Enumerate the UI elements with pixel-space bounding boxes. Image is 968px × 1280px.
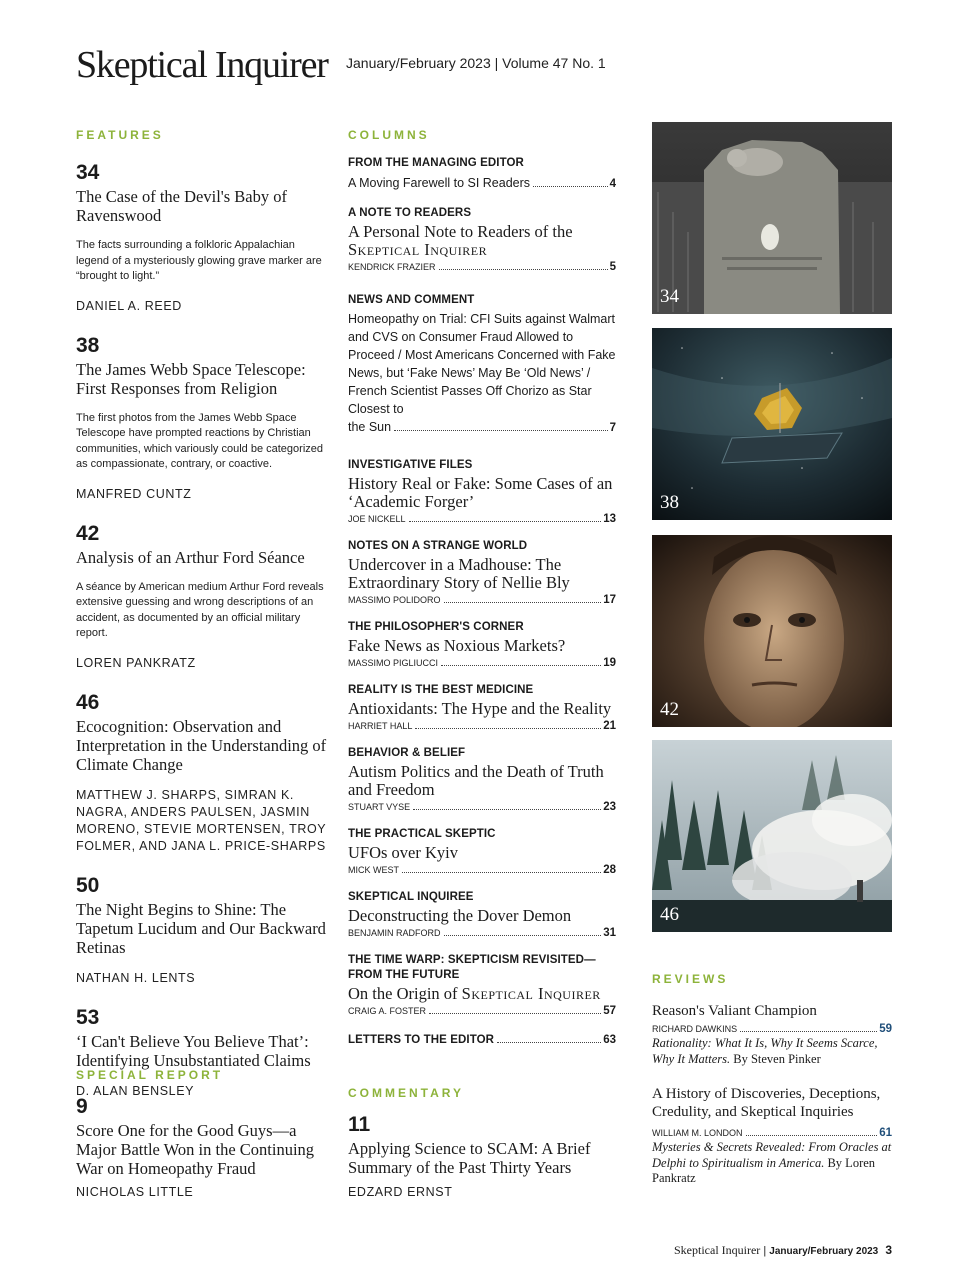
features-label: FEATURES <box>76 128 164 142</box>
column-title-smallcaps: Skeptical Inquirer <box>461 984 601 1003</box>
column-item[interactable] <box>348 156 616 192</box>
dot-leader <box>533 186 608 187</box>
column-kicker: INVESTIGATIVE FILES <box>348 459 473 471</box>
dot-leader <box>444 935 602 936</box>
dot-leader <box>439 269 608 270</box>
dot-leader <box>415 728 601 729</box>
column-title[interactable]: Antioxidants: The Hype and the Reality <box>348 699 612 718</box>
column-title[interactable]: Undercover in a Madhouse: The Extraordinary Story of Nellie Bly <box>348 555 570 592</box>
feature-title[interactable]: Ecocognition: Observation and Interpretation in the Understanding of Climate Change <box>76 716 327 774</box>
feature-item[interactable] <box>76 875 328 987</box>
column-page: 21 <box>603 720 616 732</box>
column-page: 19 <box>603 657 616 669</box>
column-title[interactable]: History Real or Fake: Some Cases of an ‘Academic Forger’ <box>348 474 613 511</box>
columns-section <box>348 128 616 1048</box>
feature-desc: The first photos from the James Webb Space Telescope have prompted reactions by Christian communities, which variously could be categorized as compassionate, contrary, or coactive. <box>76 411 324 470</box>
special-report-page: 9 <box>76 1095 88 1118</box>
feature-page: 42 <box>76 521 100 545</box>
column-item[interactable] <box>348 539 616 606</box>
column-item[interactable] <box>348 458 616 525</box>
gravestone-image <box>652 122 892 314</box>
column-author: KENDRICK FRAZIER <box>348 262 436 272</box>
column-kicker: FROM THE MANAGING EDITOR <box>348 157 524 169</box>
column-kicker: BEHAVIOR & BELIEF <box>348 747 466 759</box>
feature-title[interactable]: ‘I Can't Believe You Believe That’: Identifying Unsubstantiated Claims <box>76 1031 311 1070</box>
column-kicker: THE PRACTICAL SKEPTIC <box>348 828 496 840</box>
gravestone-photo[interactable] <box>652 122 892 314</box>
review-book-author: By Steven Pinker <box>733 1051 821 1066</box>
column-title-text: On the Origin of <box>348 984 458 1003</box>
column-author: BENJAMIN RADFORD <box>348 928 441 938</box>
feature-page: 46 <box>76 690 100 714</box>
column-item[interactable] <box>348 293 616 436</box>
review-desc <box>652 1036 892 1067</box>
column-author: JOE NICKELL <box>348 514 406 524</box>
column-page: 28 <box>603 864 616 876</box>
feature-author: LOREN PANKRATZ <box>76 655 196 670</box>
magazine-title: Skeptical Inquirer <box>76 44 328 86</box>
footer-issue: January/February 2023 <box>769 1246 879 1257</box>
column-title[interactable] <box>348 223 616 259</box>
review-title[interactable]: A History of Discoveries, Deceptions, Credulity, and Skeptical Inquiries <box>652 1086 881 1120</box>
reviews-section <box>652 972 892 1187</box>
commentary-page: 11 <box>348 1113 371 1136</box>
review-author: RICHARD DAWKINS <box>652 1024 738 1034</box>
feature-title[interactable]: The James Webb Space Telescope: First Responses from Religion <box>76 359 306 398</box>
features-section <box>76 128 328 1100</box>
feature-page: 38 <box>76 333 100 357</box>
special-report-title[interactable]: Score One for the Good Guys—a Major Battle Won in the Continuing War on Homeopathy Fraud <box>76 1121 315 1178</box>
commentary-section[interactable] <box>348 1086 616 1201</box>
dot-leader <box>441 665 601 666</box>
column-item[interactable] <box>348 746 616 813</box>
column-title[interactable]: A Moving Farewell to SI Readers <box>348 176 531 190</box>
issue-info: January/February 2023 | Volume 47 No. 1 <box>346 55 606 71</box>
footer-page-number: 3 <box>885 1243 892 1257</box>
portrait-photo[interactable] <box>652 535 892 727</box>
column-title[interactable]: UFOs over Kyiv <box>348 843 458 862</box>
feature-title[interactable]: Analysis of an Arthur Ford Séance <box>76 547 305 567</box>
column-page: 13 <box>603 513 616 525</box>
feature-author: DANIEL A. REED <box>76 298 182 313</box>
column-kicker: THE PHILOSOPHER'S CORNER <box>348 621 524 633</box>
dot-leader <box>394 430 608 431</box>
masthead <box>76 34 328 84</box>
column-title[interactable]: Autism Politics and the Death of Truth and Freedom <box>348 762 604 799</box>
review-title[interactable]: Reason's Valiant Champion <box>652 1003 817 1019</box>
feature-item[interactable] <box>76 523 328 672</box>
column-kicker[interactable]: LETTERS TO THE EDITOR <box>348 1034 495 1046</box>
column-item[interactable] <box>348 206 616 273</box>
column-page: 17 <box>603 594 616 606</box>
footer-magazine: Skeptical Inquirer <box>674 1243 761 1257</box>
column-item[interactable] <box>348 953 616 1017</box>
column-title[interactable]: Fake News as Noxious Markets? <box>348 636 566 655</box>
column-kicker: SKEPTICAL INQUIREE <box>348 891 474 903</box>
feature-item[interactable] <box>76 335 328 503</box>
column-author: HARRIET HALL <box>348 721 413 731</box>
special-report-section[interactable] <box>76 1068 328 1201</box>
review-item[interactable] <box>652 1085 892 1187</box>
column-kicker: THE TIME WARP: SKEPTICISM REVISITED—FROM THE FUTURE <box>348 954 596 981</box>
reviews-label: REVIEWS <box>652 972 729 986</box>
review-book: Mysteries & Secrets Revealed: From Oracles at Delphi to Spiritualism in America. <box>652 1140 892 1170</box>
commentary-author: EDZARD ERNST <box>348 1185 453 1199</box>
feature-desc: A séance by American medium Arthur Ford reveals extensive guessing and wrong descriptions of an accident, as documented by an official military report. <box>76 580 324 639</box>
dot-leader <box>497 1042 601 1043</box>
column-item[interactable] <box>348 620 616 669</box>
dot-leader <box>444 602 602 603</box>
photo-label: 46 <box>660 904 679 925</box>
column-title-text: A Personal Note to Readers of the <box>348 222 573 241</box>
special-report-label: SPECIAL REPORT <box>76 1068 224 1082</box>
review-author: WILLIAM M. LONDON <box>652 1128 743 1138</box>
feature-author: NATHAN H. LENTS <box>76 970 196 985</box>
feature-item[interactable] <box>76 162 328 315</box>
commentary-title[interactable]: Applying Science to SCAM: A Brief Summary of the Past Thirty Years <box>348 1139 591 1177</box>
feature-title[interactable]: The Case of the Devil's Baby of Ravenswood <box>76 187 288 225</box>
column-author: STUART VYSE <box>348 802 411 812</box>
column-item[interactable] <box>348 683 616 732</box>
column-kicker: A NOTE TO READERS <box>348 207 472 219</box>
portrait-image <box>652 535 892 727</box>
column-page: 5 <box>609 261 616 273</box>
review-item[interactable] <box>652 1002 892 1067</box>
column-kicker: NEWS AND COMMENT <box>348 294 475 306</box>
column-author: MASSIMO POLIDORO <box>348 595 441 605</box>
photo-label: 38 <box>660 492 679 513</box>
feature-author: MATTHEW J. SHARPS, SIMRAN K. NAGRA, ANDERS PAULSEN, JASMIN MORENO, STEVIE MORTENSEN, TROY FOLMER, AND JANA L. PRICE-SHARPS <box>76 787 326 853</box>
column-author: MASSIMO PIGLIUCCI <box>348 658 439 668</box>
footer-separator: | <box>763 1245 770 1257</box>
column-item[interactable] <box>348 1033 616 1048</box>
special-report-author: NICHOLAS LITTLE <box>76 1185 194 1199</box>
column-item[interactable] <box>348 890 616 939</box>
telescope-photo[interactable] <box>652 328 892 520</box>
review-book: Rationality: What It Is, Why It Seems Scarce, Why It Matters. <box>652 1036 878 1066</box>
review-desc <box>652 1140 892 1187</box>
feature-page: 34 <box>76 161 100 184</box>
column-title[interactable] <box>348 985 616 1003</box>
commentary-label: COMMENTARY <box>348 1086 464 1100</box>
feature-page: 53 <box>76 1005 100 1029</box>
forest-smoke-image <box>652 740 892 932</box>
column-author: MICK WEST <box>348 865 399 875</box>
column-author: CRAIG A. FOSTER <box>348 1006 427 1016</box>
feature-author: MANFRED CUNTZ <box>76 486 192 501</box>
column-page: 57 <box>603 1005 616 1017</box>
review-page: 59 <box>879 1023 892 1035</box>
column-page: 23 <box>603 801 616 813</box>
column-title-end: the Sun <box>348 420 392 434</box>
dot-leader <box>402 872 601 873</box>
column-title[interactable]: Deconstructing the Dover Demon <box>348 906 572 925</box>
column-kicker: NOTES ON A STRANGE WORLD <box>348 540 528 552</box>
dot-leader <box>746 1135 878 1136</box>
dot-leader <box>740 1031 877 1032</box>
page-footer <box>674 1243 892 1258</box>
column-title[interactable]: Homeopathy on Trial: CFI Suits against Walmart and CVS on Consumer Fraud Allowed to Proceed / Most Americans Concerned with Fake News, but ‘Fake News’ May Be ‘Old News’ / French Scientist Passes Off Chorizo as Star Closest to <box>348 312 616 416</box>
columns-label: COLUMNS <box>348 128 430 142</box>
column-page: 63 <box>603 1034 616 1046</box>
dot-leader <box>409 521 602 522</box>
feature-title[interactable]: The Night Begins to Shine: The Tapetum Lucidum and Our Backward Retinas <box>76 899 326 957</box>
column-page: 31 <box>603 927 616 939</box>
column-page: 7 <box>609 422 616 434</box>
photo-label: 34 <box>660 286 679 307</box>
review-book-author: By Loren Pankratz <box>652 1155 876 1185</box>
dot-leader <box>413 809 601 810</box>
column-item[interactable] <box>348 827 616 876</box>
dot-leader <box>429 1013 601 1014</box>
feature-author: D. ALAN BENSLEY <box>76 1083 195 1098</box>
column-page: 4 <box>609 178 616 190</box>
review-page: 61 <box>879 1127 892 1139</box>
telescope-image <box>652 328 892 520</box>
column-title-smallcaps: Skeptical Inquirer <box>348 240 488 259</box>
feature-page: 50 <box>76 873 100 897</box>
photo-label: 42 <box>660 699 679 720</box>
forest-smoke-photo[interactable] <box>652 740 892 932</box>
feature-desc: The facts surrounding a folkloric Appalachian legend of a mysteriously glowing grave marker are “brought to light.” <box>76 239 322 282</box>
feature-item[interactable] <box>76 692 328 855</box>
column-kicker: REALITY IS THE BEST MEDICINE <box>348 684 534 696</box>
